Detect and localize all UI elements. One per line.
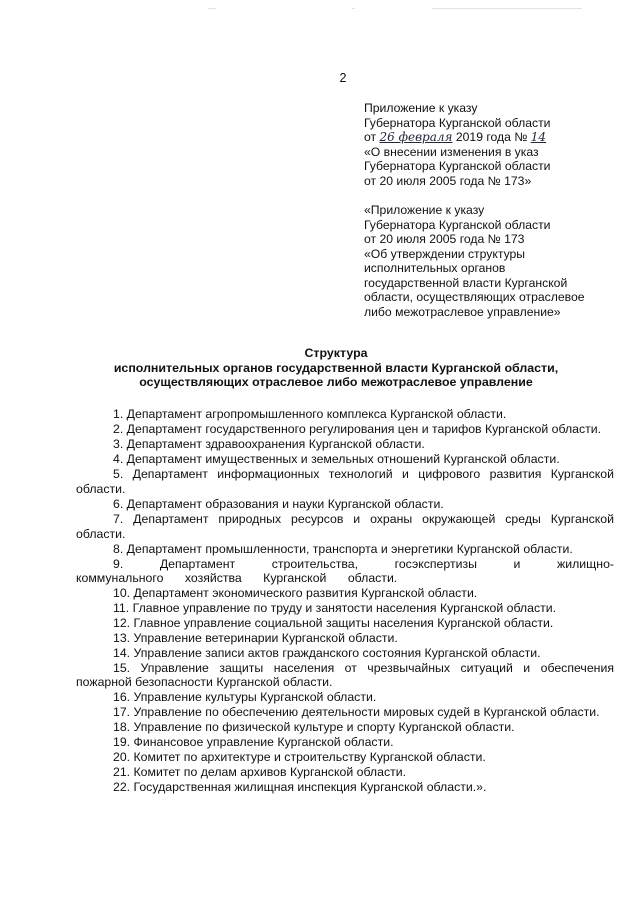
scan-edge-mark <box>208 8 216 9</box>
list-item: 3. Департамент здравоохранения Курганской области. <box>113 437 425 451</box>
list-item: 16. Управление культуры Курганской области. <box>113 689 377 704</box>
list-item: 11. Главное управление по труду и занятости населения Курганской области. <box>113 600 557 615</box>
list-item: 4. Департамент имущественных и земельных отношений Курганской области. <box>113 452 560 466</box>
scan-edge-mark <box>352 8 355 9</box>
list-item: 6. Департамент образования и науки Курганской области. <box>113 497 444 511</box>
structure-heading <box>86 346 586 390</box>
list-item: 8. Департамент промышленности, транспорта и энергетики Курганской области. <box>113 542 573 556</box>
list-item: 13. Управление ветеринарии Курганской области. <box>113 630 398 645</box>
annex-line: Губернатора Курганской области <box>364 115 551 130</box>
list-item: 18. Управление по физической культуре и спорту Курганской области. <box>113 719 515 734</box>
date-prefix: от <box>364 130 377 144</box>
original-annex-line: государственной власти Курганской <box>364 275 568 290</box>
date-suffix: 2019 года № <box>455 130 528 144</box>
list-item: 12. Главное управление социальной защиты населения Курганской области. <box>113 615 554 630</box>
departments-list <box>76 407 614 795</box>
list-item: 10. Департамент экономического развития Курганской области. <box>113 585 478 600</box>
original-annex-line: исполнительных органов <box>364 261 506 275</box>
annex-line: Приложение к указу <box>364 101 478 115</box>
list-item: 15. Управление защиты населения от чрезвычайных ситуаций и обеспечения пожарной безопасности Курганской области. <box>76 660 614 690</box>
original-annex-line: либо межотраслевое управление» <box>364 304 561 319</box>
list-item: 5. Департамент информационных технологий и цифрового развития Курганской области. <box>76 467 614 496</box>
original-annex-line: Губернатора Курганской области <box>364 217 551 232</box>
list-item: 20. Комитет по архитектуре и строительству Курганской области. <box>113 749 486 764</box>
list-item: 2. Департамент государственного регулирования цен и тарифов Курганской области. <box>113 422 602 436</box>
list-item: 1. Департамент агропромышленного комплекса Курганской области. <box>113 407 507 421</box>
annex-line: от 20 июля 2005 года № 173» <box>364 173 532 188</box>
handwritten-date: 26 февраля <box>379 130 453 144</box>
list-item: 7. Департамент природных ресурсов и охраны окружающей среды Курганской области. <box>76 512 614 541</box>
annex-line: «О внесении изменения в указ <box>364 144 539 159</box>
list-item: 14. Управление записи актов гражданского состояния Курганской области. <box>113 645 541 660</box>
list-item: 19. Финансовое управление Курганской области. <box>113 734 394 749</box>
page-number: 2 <box>339 71 347 85</box>
list-item: 9. Департамент строительства, госэкспертизы и жилищно-коммунального хозяйства Курганской области. <box>76 557 614 586</box>
original-annex-line: «Об утверждении структуры <box>364 246 526 261</box>
heading-subtitle-line: осуществляющих отраслевое либо межотраслевое управление <box>139 375 533 390</box>
annex-line: Губернатора Курганской области <box>364 159 551 173</box>
annex-block <box>364 101 634 319</box>
handwritten-number: 14 <box>530 130 547 144</box>
original-annex-line: от 20 июля 2005 года № 173 <box>364 232 525 246</box>
list-item: 22. Государственная жилищная инспекция Курганской области.». <box>113 779 487 794</box>
original-annex-line: области, осуществляющих отраслевое <box>364 290 585 304</box>
heading-title: Структура <box>304 346 368 360</box>
heading-subtitle-line: исполнительных органов государственной власти Курганской области, <box>113 360 559 375</box>
scan-edge-mark <box>432 8 582 9</box>
list-item: 21. Комитет по делам архивов Курганской области. <box>113 764 407 779</box>
list-item: 17. Управление по обеспечению деятельности мировых судей в Курганской области. <box>113 704 600 719</box>
annex-date-line <box>364 130 634 145</box>
original-annex-line: «Приложение к указу <box>364 203 485 217</box>
